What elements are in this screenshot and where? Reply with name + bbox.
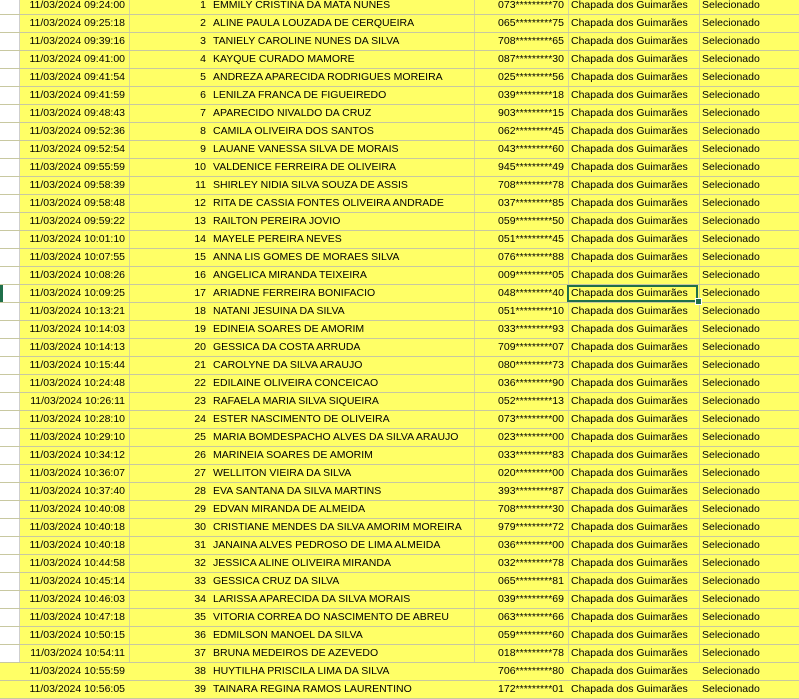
city-cell[interactable]: Chapada dos Guimarães	[571, 359, 688, 371]
status-cell[interactable]: Selecionado	[702, 251, 760, 263]
name-cell[interactable]: LARISSA APARECIDA DA SILVA MORAIS	[213, 593, 411, 605]
timestamp-cell[interactable]: 11/03/2024 10:47:18	[29, 611, 125, 623]
status-cell[interactable]: Selecionado	[702, 521, 760, 533]
number-cell[interactable]: 25	[194, 431, 206, 443]
table-row[interactable]	[0, 51, 799, 69]
status-cell[interactable]: Selecionado	[702, 647, 760, 659]
cpf-cell[interactable]: 065*********81	[498, 575, 564, 587]
table-row[interactable]	[0, 33, 799, 51]
city-cell[interactable]: Chapada dos Guimarães	[571, 377, 688, 389]
status-cell[interactable]: Selecionado	[702, 539, 760, 551]
name-cell[interactable]: LENILZA FRANCA DE FIGUEIREDO	[213, 89, 387, 101]
timestamp-cell[interactable]: 11/03/2024 10:40:18	[29, 521, 125, 533]
table-row[interactable]	[0, 249, 799, 267]
cpf-cell[interactable]: 023*********00	[498, 431, 564, 443]
name-cell[interactable]: MARINEIA SOARES DE AMORIM	[213, 449, 373, 461]
table-row[interactable]	[0, 357, 799, 375]
cpf-cell[interactable]: 052*********13	[498, 395, 564, 407]
name-cell[interactable]: CAROLYNE DA SILVA ARAUJO	[213, 359, 363, 371]
number-cell[interactable]: 4	[200, 53, 206, 65]
city-cell[interactable]: Chapada dos Guimarães	[571, 467, 688, 479]
number-cell[interactable]: 12	[194, 197, 206, 209]
cpf-cell[interactable]: 009*********05	[498, 269, 564, 281]
table-row[interactable]	[0, 375, 799, 393]
table-row[interactable]	[0, 141, 799, 159]
city-cell[interactable]: Chapada dos Guimarães	[571, 449, 688, 461]
city-cell[interactable]: Chapada dos Guimarães	[571, 557, 688, 569]
timestamp-cell[interactable]: 11/03/2024 10:07:55	[29, 251, 125, 263]
table-row[interactable]	[0, 537, 799, 555]
active-row-indicator	[0, 285, 3, 302]
table-row[interactable]	[0, 393, 799, 411]
city-cell[interactable]: Chapada dos Guimarães	[571, 143, 688, 155]
timestamp-cell[interactable]: 11/03/2024 09:58:48	[29, 197, 125, 209]
city-cell[interactable]: Chapada dos Guimarães	[571, 71, 688, 83]
status-cell[interactable]: Selecionado	[702, 125, 760, 137]
name-cell[interactable]: ARIADNE FERREIRA BONIFACIO	[213, 287, 376, 299]
status-cell[interactable]: Selecionado	[702, 0, 760, 11]
number-cell[interactable]: 16	[194, 269, 206, 281]
table-row[interactable]	[0, 627, 799, 645]
city-cell[interactable]: Chapada dos Guimarães	[571, 647, 688, 659]
status-cell[interactable]: Selecionado	[702, 629, 760, 641]
status-cell[interactable]: Selecionado	[702, 197, 760, 209]
timestamp-cell[interactable]: 11/03/2024 09:52:54	[29, 143, 125, 155]
timestamp-cell[interactable]: 11/03/2024 10:46:03	[29, 593, 125, 605]
number-cell[interactable]: 14	[194, 233, 206, 245]
cpf-cell[interactable]: 709*********07	[498, 341, 564, 353]
table-row[interactable]	[0, 681, 799, 699]
status-cell[interactable]: Selecionado	[702, 35, 760, 47]
cpf-cell[interactable]: 059*********50	[498, 215, 564, 227]
cpf-cell[interactable]: 048*********40	[498, 287, 564, 299]
number-cell[interactable]: 2	[200, 17, 206, 29]
name-cell[interactable]: KAYQUE CURADO MAMORE	[213, 53, 355, 65]
timestamp-cell[interactable]: 11/03/2024 10:40:18	[29, 539, 125, 551]
table-row[interactable]	[0, 339, 799, 357]
name-cell[interactable]: VITORIA CORREA DO NASCIMENTO DE ABREU	[213, 611, 449, 623]
table-row[interactable]	[0, 69, 799, 87]
table-row[interactable]	[0, 663, 799, 681]
number-cell[interactable]: 1	[200, 0, 206, 11]
city-cell[interactable]: Chapada dos Guimarães	[571, 575, 688, 587]
city-cell[interactable]: Chapada dos Guimarães	[571, 413, 688, 425]
timestamp-cell[interactable]: 11/03/2024 10:40:08	[29, 503, 125, 515]
cpf-cell[interactable]: 062*********45	[498, 125, 564, 137]
city-cell[interactable]: Chapada dos Guimarães	[571, 665, 688, 677]
name-cell[interactable]: RITA DE CASSIA FONTES OLIVEIRA ANDRADE	[213, 197, 444, 209]
number-cell[interactable]: 27	[194, 467, 206, 479]
table-row[interactable]	[0, 591, 799, 609]
status-cell[interactable]: Selecionado	[702, 503, 760, 515]
name-cell[interactable]: MARIA BOMDESPACHO ALVES DA SILVA ARAUJO	[213, 431, 459, 443]
name-cell[interactable]: EDMILSON MANOEL DA SILVA	[213, 629, 363, 641]
number-cell[interactable]: 30	[194, 521, 206, 533]
number-cell[interactable]: 6	[200, 89, 206, 101]
cpf-cell[interactable]: 043*********60	[498, 143, 564, 155]
cpf-cell[interactable]: 708*********78	[498, 179, 564, 191]
timestamp-cell[interactable]: 11/03/2024 10:50:15	[29, 629, 125, 641]
city-cell[interactable]: Chapada dos Guimarães	[571, 35, 688, 47]
cpf-cell[interactable]: 979*********72	[498, 521, 564, 533]
cpf-cell[interactable]: 025*********56	[498, 71, 564, 83]
timestamp-cell[interactable]: 11/03/2024 10:45:14	[29, 575, 125, 587]
table-row[interactable]	[0, 519, 799, 537]
table-row[interactable]	[0, 609, 799, 627]
cpf-cell[interactable]: 073*********00	[498, 413, 564, 425]
name-cell[interactable]: TANIELY CAROLINE NUNES DA SILVA	[213, 35, 400, 47]
city-cell[interactable]: Chapada dos Guimarães	[571, 305, 688, 317]
city-cell[interactable]: Chapada dos Guimarães	[571, 611, 688, 623]
cpf-cell[interactable]: 018*********78	[498, 647, 564, 659]
status-cell[interactable]: Selecionado	[702, 665, 760, 677]
name-cell[interactable]: ANNA LIS GOMES DE MORAES SILVA	[213, 251, 400, 263]
cpf-cell[interactable]: 076*********88	[498, 251, 564, 263]
city-cell[interactable]: Chapada dos Guimarães	[571, 521, 688, 533]
name-cell[interactable]: EVA SANTANA DA SILVA MARTINS	[213, 485, 382, 497]
name-cell[interactable]: BRUNA MEDEIROS DE AZEVEDO	[213, 647, 379, 659]
cpf-cell[interactable]: 032*********78	[498, 557, 564, 569]
timestamp-cell[interactable]: 11/03/2024 10:55:59	[29, 665, 125, 677]
status-cell[interactable]: Selecionado	[702, 287, 760, 299]
city-cell[interactable]: Chapada dos Guimarães	[571, 161, 688, 173]
status-cell[interactable]: Selecionado	[702, 215, 760, 227]
number-cell[interactable]: 26	[194, 449, 206, 461]
status-cell[interactable]: Selecionado	[702, 17, 760, 29]
table-row[interactable]	[0, 447, 799, 465]
number-cell[interactable]: 37	[194, 647, 206, 659]
city-cell[interactable]: Chapada dos Guimarães	[571, 197, 688, 209]
status-cell[interactable]: Selecionado	[702, 323, 760, 335]
name-cell[interactable]: GESSICA CRUZ DA SILVA	[213, 575, 340, 587]
timestamp-cell[interactable]: 11/03/2024 09:48:43	[29, 107, 125, 119]
cpf-cell[interactable]: 087*********30	[498, 53, 564, 65]
table-row[interactable]	[0, 15, 799, 33]
status-cell[interactable]: Selecionado	[702, 413, 760, 425]
status-cell[interactable]: Selecionado	[702, 395, 760, 407]
table-row[interactable]	[0, 105, 799, 123]
table-row[interactable]	[0, 195, 799, 213]
fill-handle[interactable]	[695, 298, 702, 305]
table-row[interactable]	[0, 0, 799, 15]
city-cell[interactable]: Chapada dos Guimarães	[571, 341, 688, 353]
city-cell[interactable]: Chapada dos Guimarães	[571, 539, 688, 551]
timestamp-cell[interactable]: 11/03/2024 10:15:44	[29, 359, 125, 371]
cpf-cell[interactable]: 039*********69	[498, 593, 564, 605]
cpf-cell[interactable]: 039*********18	[498, 89, 564, 101]
status-cell[interactable]: Selecionado	[702, 71, 760, 83]
status-cell[interactable]: Selecionado	[702, 557, 760, 569]
name-cell[interactable]: EDINEIA SOARES DE AMORIM	[213, 323, 365, 335]
cpf-cell[interactable]: 037*********85	[498, 197, 564, 209]
status-cell[interactable]: Selecionado	[702, 305, 760, 317]
timestamp-cell[interactable]: 11/03/2024 10:56:05	[29, 683, 125, 695]
status-cell[interactable]: Selecionado	[702, 233, 760, 245]
name-cell[interactable]: APARECIDO NIVALDO DA CRUZ	[213, 107, 372, 119]
number-cell[interactable]: 17	[194, 287, 206, 299]
name-cell[interactable]: JESSICA ALINE OLIVEIRA MIRANDA	[213, 557, 391, 569]
city-cell[interactable]: Chapada dos Guimarães	[571, 53, 688, 65]
table-row[interactable]	[0, 483, 799, 501]
city-cell[interactable]: Chapada dos Guimarães	[571, 269, 688, 281]
name-cell[interactable]: TAINARA REGINA RAMOS LAURENTINO	[213, 683, 412, 695]
table-row[interactable]	[0, 267, 799, 285]
timestamp-cell[interactable]: 11/03/2024 09:24:00	[29, 0, 125, 11]
table-row[interactable]	[0, 213, 799, 231]
name-cell[interactable]: RAILTON PEREIRA JOVIO	[213, 215, 341, 227]
number-cell[interactable]: 7	[200, 107, 206, 119]
status-cell[interactable]: Selecionado	[702, 611, 760, 623]
timestamp-cell[interactable]: 11/03/2024 09:41:59	[29, 89, 125, 101]
timestamp-cell[interactable]: 11/03/2024 10:29:10	[29, 431, 125, 443]
city-cell[interactable]: Chapada dos Guimarães	[571, 89, 688, 101]
timestamp-cell[interactable]: 11/03/2024 10:54:11	[30, 647, 125, 659]
number-cell[interactable]: 9	[200, 143, 206, 155]
status-cell[interactable]: Selecionado	[702, 341, 760, 353]
name-cell[interactable]: SHIRLEY NIDIA SILVA SOUZA DE ASSIS	[213, 179, 408, 191]
number-cell[interactable]: 31	[194, 539, 206, 551]
city-cell[interactable]: Chapada dos Guimarães	[571, 485, 688, 497]
name-cell[interactable]: HUYTILHA PRISCILA LIMA DA SILVA	[213, 665, 390, 677]
cpf-cell[interactable]: 073*********70	[498, 0, 564, 11]
table-row[interactable]	[0, 465, 799, 483]
number-cell[interactable]: 8	[200, 125, 206, 137]
table-row[interactable]	[0, 87, 799, 105]
timestamp-cell[interactable]: 11/03/2024 10:28:10	[29, 413, 125, 425]
number-cell[interactable]: 18	[194, 305, 206, 317]
timestamp-cell[interactable]: 11/03/2024 10:44:58	[29, 557, 125, 569]
number-cell[interactable]: 5	[200, 71, 206, 83]
timestamp-cell[interactable]: 11/03/2024 10:01:10	[29, 233, 125, 245]
cpf-cell[interactable]: 036*********90	[498, 377, 564, 389]
number-cell[interactable]: 28	[194, 485, 206, 497]
cpf-cell[interactable]: 051*********45	[498, 233, 564, 245]
timestamp-cell[interactable]: 11/03/2024 09:55:59	[29, 161, 125, 173]
city-cell[interactable]: Chapada dos Guimarães	[571, 215, 688, 227]
timestamp-cell[interactable]: 11/03/2024 10:24:48	[29, 377, 125, 389]
table-row[interactable]	[0, 231, 799, 249]
name-cell[interactable]: ALINE PAULA LOUZADA DE CERQUEIRA	[213, 17, 415, 29]
cpf-cell[interactable]: 708*********30	[498, 503, 564, 515]
status-cell[interactable]: Selecionado	[702, 449, 760, 461]
table-row[interactable]	[0, 159, 799, 177]
number-cell[interactable]: 35	[194, 611, 206, 623]
status-cell[interactable]: Selecionado	[702, 485, 760, 497]
name-cell[interactable]: JANAINA ALVES PEDROSO DE LIMA ALMEIDA	[213, 539, 441, 551]
status-cell[interactable]: Selecionado	[702, 359, 760, 371]
table-row[interactable]	[0, 645, 799, 663]
city-cell[interactable]: Chapada dos Guimarães	[571, 431, 688, 443]
name-cell[interactable]: VALDENICE FERREIRA DE OLIVEIRA	[213, 161, 397, 173]
cpf-cell[interactable]: 172*********01	[498, 683, 564, 695]
table-row[interactable]	[0, 177, 799, 195]
timestamp-cell[interactable]: 11/03/2024 09:41:54	[29, 71, 125, 83]
number-cell[interactable]: 11	[195, 179, 206, 191]
status-cell[interactable]: Selecionado	[702, 269, 760, 281]
city-cell[interactable]: Chapada dos Guimarães	[571, 107, 688, 119]
city-cell[interactable]: Chapada dos Guimarães	[571, 503, 688, 515]
number-cell[interactable]: 20	[194, 341, 206, 353]
cpf-cell[interactable]: 051*********10	[498, 305, 564, 317]
number-cell[interactable]: 10	[194, 161, 206, 173]
table-row[interactable]	[0, 573, 799, 591]
timestamp-cell[interactable]: 11/03/2024 10:14:13	[29, 341, 125, 353]
table-row[interactable]	[0, 123, 799, 141]
cpf-cell[interactable]: 033*********93	[498, 323, 564, 335]
name-cell[interactable]: ANDREZA APARECIDA RODRIGUES MOREIRA	[213, 71, 443, 83]
status-cell[interactable]: Selecionado	[702, 53, 760, 65]
number-cell[interactable]: 32	[194, 557, 206, 569]
timestamp-cell[interactable]: 11/03/2024 10:14:03	[29, 323, 125, 335]
status-cell[interactable]: Selecionado	[702, 89, 760, 101]
cpf-cell[interactable]: 706*********80	[498, 665, 564, 677]
name-cell[interactable]: RAFAELA MARIA SILVA SIQUEIRA	[213, 395, 379, 407]
status-cell[interactable]: Selecionado	[702, 143, 760, 155]
timestamp-cell[interactable]: 11/03/2024 10:34:12	[29, 449, 125, 461]
name-cell[interactable]: CRISTIANE MENDES DA SILVA AMORIM MOREIRA	[213, 521, 462, 533]
cpf-cell[interactable]: 708*********65	[498, 35, 564, 47]
number-cell[interactable]: 36	[194, 629, 206, 641]
timestamp-cell[interactable]: 11/03/2024 10:26:11	[30, 395, 125, 407]
name-cell[interactable]: LAUANE VANESSA SILVA DE MORAIS	[213, 143, 399, 155]
table-row[interactable]	[0, 501, 799, 519]
city-cell[interactable]: Chapada dos Guimarães	[571, 629, 688, 641]
status-cell[interactable]: Selecionado	[702, 377, 760, 389]
name-cell[interactable]: EMMILY CRISTINA DA MATA NUNES	[213, 0, 391, 11]
timestamp-cell[interactable]: 11/03/2024 09:25:18	[29, 17, 125, 29]
timestamp-cell[interactable]: 11/03/2024 09:39:16	[29, 35, 125, 47]
number-cell[interactable]: 39	[194, 683, 206, 695]
number-cell[interactable]: 21	[194, 359, 206, 371]
name-cell[interactable]: NATANI JESUINA DA SILVA	[213, 305, 345, 317]
name-cell[interactable]: GESSICA DA COSTA ARRUDA	[213, 341, 361, 353]
cpf-cell[interactable]: 080*********73	[498, 359, 564, 371]
cpf-cell[interactable]: 033*********83	[498, 449, 564, 461]
number-cell[interactable]: 13	[194, 215, 206, 227]
number-cell[interactable]: 33	[194, 575, 206, 587]
timestamp-cell[interactable]: 11/03/2024 09:52:36	[29, 125, 125, 137]
timestamp-cell[interactable]: 11/03/2024 10:37:40	[29, 485, 125, 497]
name-cell[interactable]: CAMILA OLIVEIRA DOS SANTOS	[213, 125, 374, 137]
timestamp-cell[interactable]: 11/03/2024 09:41:00	[29, 53, 125, 65]
timestamp-cell[interactable]: 11/03/2024 10:08:26	[29, 269, 125, 281]
status-cell[interactable]: Selecionado	[702, 467, 760, 479]
status-cell[interactable]: Selecionado	[702, 683, 760, 695]
name-cell[interactable]: MAYELE PEREIRA NEVES	[213, 233, 342, 245]
city-cell[interactable]: Chapada dos Guimarães	[571, 0, 688, 11]
table-row[interactable]	[0, 411, 799, 429]
city-cell[interactable]: Chapada dos Guimarães	[571, 233, 688, 245]
status-cell[interactable]: Selecionado	[702, 575, 760, 587]
cpf-cell[interactable]: 903*********15	[498, 107, 564, 119]
cpf-cell[interactable]: 020*********00	[498, 467, 564, 479]
number-cell[interactable]: 23	[194, 395, 206, 407]
status-cell[interactable]: Selecionado	[702, 107, 760, 119]
status-cell[interactable]: Selecionado	[702, 593, 760, 605]
table-row[interactable]	[0, 555, 799, 573]
number-cell[interactable]: 3	[200, 35, 206, 47]
name-cell[interactable]: ESTER NASCIMENTO DE OLIVEIRA	[213, 413, 390, 425]
table-row[interactable]	[0, 303, 799, 321]
cpf-cell[interactable]: 063*********66	[498, 611, 564, 623]
city-cell[interactable]: Chapada dos Guimarães	[571, 125, 688, 137]
status-cell[interactable]: Selecionado	[702, 431, 760, 443]
status-cell[interactable]: Selecionado	[702, 179, 760, 191]
name-cell[interactable]: EDVAN MIRANDA DE ALMEIDA	[213, 503, 366, 515]
table-row[interactable]	[0, 285, 799, 303]
city-cell[interactable]: Chapada dos Guimarães	[571, 683, 688, 695]
city-cell[interactable]: Chapada dos Guimarães	[571, 251, 688, 263]
name-cell[interactable]: WELLITON VIEIRA DA SILVA	[213, 467, 352, 479]
city-cell[interactable]: Chapada dos Guimarães	[571, 287, 688, 299]
timestamp-cell[interactable]: 11/03/2024 10:13:21	[29, 305, 125, 317]
number-cell[interactable]: 15	[194, 251, 206, 263]
cpf-cell[interactable]: 945*********49	[498, 161, 564, 173]
cpf-cell[interactable]: 393*********87	[498, 485, 564, 497]
table-row[interactable]	[0, 429, 799, 447]
name-cell[interactable]: EDILAINE OLIVEIRA CONCEICAO	[213, 377, 379, 389]
timestamp-cell[interactable]: 11/03/2024 09:59:22	[29, 215, 125, 227]
cpf-cell[interactable]: 036*********00	[498, 539, 564, 551]
table-row[interactable]	[0, 321, 799, 339]
city-cell[interactable]: Chapada dos Guimarães	[571, 593, 688, 605]
cpf-cell[interactable]: 059*********60	[498, 629, 564, 641]
timestamp-cell[interactable]: 11/03/2024 09:58:39	[29, 179, 125, 191]
number-cell[interactable]: 38	[194, 665, 206, 677]
city-cell[interactable]: Chapada dos Guimarães	[571, 395, 688, 407]
name-cell[interactable]: ANGELICA MIRANDA TEIXEIRA	[213, 269, 367, 281]
number-cell[interactable]: 24	[194, 413, 206, 425]
timestamp-cell[interactable]: 11/03/2024 10:09:25	[29, 287, 125, 299]
timestamp-cell[interactable]: 11/03/2024 10:36:07	[29, 467, 125, 479]
number-cell[interactable]: 22	[194, 377, 206, 389]
status-cell[interactable]: Selecionado	[702, 161, 760, 173]
number-cell[interactable]: 19	[194, 323, 206, 335]
city-cell[interactable]: Chapada dos Guimarães	[571, 323, 688, 335]
city-cell[interactable]: Chapada dos Guimarães	[571, 17, 688, 29]
number-cell[interactable]: 34	[194, 593, 206, 605]
number-cell[interactable]: 29	[194, 503, 206, 515]
city-cell[interactable]: Chapada dos Guimarães	[571, 179, 688, 191]
cpf-cell[interactable]: 065*********75	[498, 17, 564, 29]
